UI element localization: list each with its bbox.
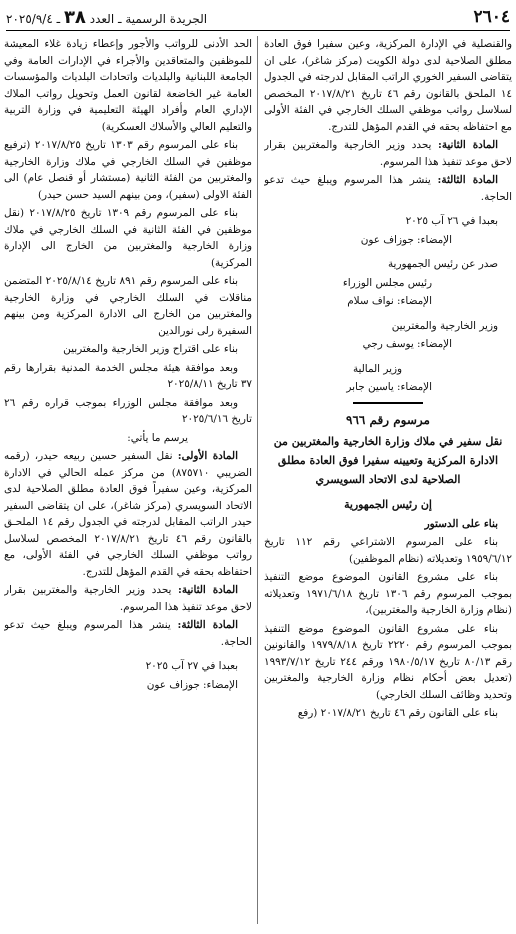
article-label: المادة الثالثة: <box>437 174 498 186</box>
issued-by: صدر عن رئيس الجمهورية <box>387 258 498 270</box>
issue-number: ٣٨ <box>63 6 86 28</box>
article-three <box>4 617 252 650</box>
decrees-heading: يرسم ما يأتي: <box>127 431 188 444</box>
date-line: بعبدا في ٢٦ آب ٢٠٢٥ <box>405 215 498 227</box>
legal-basis: بناء على مشروع القانون الموضوع موضع التنفيذ بموجب المرسوم رقم ٢٢٢٠ تاريخ ١٩٧٩/٨/١٨ والقانونين رقم ٨٠/١٣ تاريخ ١٩٨٠/٥/١٧ ورقم ٢٤٤ تاريخ ١٩٩٣/٧/١٢ (تعديل بعض أحكام نظام وزارة الخارجية والمغتربين وتحديد وظائف السلك الخارجي) <box>264 622 512 701</box>
article-two <box>264 137 512 170</box>
decree-title: مرسوم رقم ٩٦٦ <box>346 412 430 427</box>
fm-title: وزير الخارجية والمغتربين <box>391 319 498 332</box>
legal-basis: بناء على المرسوم رقم ٨٩١ تاريخ ٢٠٢٥/٨/١٤ المتضمن مناقلات في السلك الخارجي في وزارة الخارجية والمغتربين من الخارج الى الادارة المركزية ومن بينهم السفيرة رلى نورالدين <box>4 275 252 337</box>
article-text: ينشر هذا المرسوم ويبلغ حيث تدعو الحاجة. <box>4 619 252 648</box>
article-text: ينشر هذا المرسوم ويبلغ حيث تدعو الحاجة. <box>264 174 512 203</box>
constitution-basis: بناء على الدستور <box>424 517 498 530</box>
president-heading: إن رئيس الجمهورية <box>344 498 432 511</box>
page-header <box>6 4 510 31</box>
legal-basis: بناء على مشروع القانون الموضوع موضع التنفيذ بموجب المرسوم رقم ١٣٠٦ تاريخ ١٩٧١/٦/١٨ وتعديلاته (نظام وزارة الخارجية والمغتربين)، <box>264 571 512 616</box>
gazette-name: الجريدة الرسمية ـ العدد <box>89 11 208 26</box>
article-text: يحدد وزير الخارجية والمغتربين بقرار لاحق موعد تنفيذ هذا المرسوم. <box>4 584 252 613</box>
pm-signature: الإمضاء: نواف سلام <box>347 295 432 307</box>
article-three <box>264 172 512 205</box>
fin-signature: الإمضاء: ياسين جابر <box>346 381 432 393</box>
legal-basis: بناء على المرسوم رقم ١٣٠٣ تاريخ ٢٠١٧/٨/٢٥ (ترفيع موظفين في السلك الخارجي في ملاك وزارة الخارجية والمغتربين من الفئة الثانية (مستشار أو قنصل عام) الى الفئة الاولى (سفير)، ومن بينهم السيد حسن حيدر) <box>4 139 252 201</box>
legal-basis: بناء على المرسوم رقم ١٣٠٩ تاريخ ٢٠١٧/٨/٢٥ (نقل موظفين في الفئة الثانية في السلك الخارجي في ملاك وزارة الخارجية والمغتربين من الخارج الى الإدارة المركزية) <box>4 207 252 269</box>
left-column <box>4 36 252 930</box>
article-label: المادة الثانية: <box>178 584 238 596</box>
president-signature: الإمضاء: جوزاف عون <box>360 233 452 246</box>
fin-title: وزير المالية <box>352 362 402 375</box>
legal-basis: بناء على اقتراح وزير الخارجية والمغتربين <box>63 343 238 355</box>
article-label: المادة الأولى: <box>177 450 238 462</box>
article-label: المادة الثانية: <box>438 139 498 151</box>
article-text: نقل السفير حسين ربيعه حيدر، (رقمه الضريبي ٨٧٥٧١٠) من مركز عمله الحالي في الادارة المركزية، وعين سفيراً فوق العادة مطلق الصلاحية لدى الاتحاد السويسري (مركز شاغر)، على ان يتقاضى السفير حيدر الراتب المقابل لدرجته في الجدول رقم ١٤ الملحـق بالقانون رقم ٤٦ تاريخ ٢٠١٧/٨/٢١ المخصص لسلاسل رواتب موظفي السلك الخارجي في الفئة الأولى، مع احتفاظه بحقه في القدم المؤهل للتدرج. <box>4 450 252 578</box>
article-label: المادة الثالثة: <box>177 619 238 631</box>
legal-basis: وبعد موافقة مجلس الوزراء بموجب قراره رقم ٢٦ تاريخ ٢٠٢٥/٦/١٦ <box>4 396 252 425</box>
article-two <box>4 582 252 615</box>
article-text: يحدد وزير الخارجية والمغتربين بقرار لاحق موعد تنفيذ هذا المرسوم. <box>264 139 512 168</box>
legal-basis: بناء على المرسوم الاشتراعي رقم ١١٢ تاريخ ١٩٥٩/٦/١٢ وتعديلاته (نظام الموظفين) <box>264 536 512 565</box>
right-column <box>264 36 512 930</box>
legal-basis: وبعد موافقة هيئة مجلس الخدمة المدنية بقرارها رقم ٣٧ تاريخ ٢٠٢٥/٨/١١ <box>4 361 252 390</box>
gazette-title <box>6 7 207 28</box>
previous-decree-continuation: والقنصلية في الإدارة المركزية، وعين سفيرا فوق العادة مطلق الصلاحية لدى دولة الكويت (مركز شاغر)، على ان يتقاضى السفير الخوري الراتب المقابل لدرجته في الجدول ١٤ الملحق بالقانون رقم ٤٦ تاريخ ٢٠١٧/٨/٢١ المخصص لسلاسل رواتب موظفي السلك الخارجي في الفئة الأولى مع احتفاظه بحقه في القدم المؤهل للتدرج. <box>264 38 512 133</box>
decree-subtitle: نقل سفير في ملاك وزارة الخارجية والمغتربين من الادارة المركزية وتعيينه سفيرا فوق العادة مطلق الصلاحية لدى الاتحاد السويسري <box>273 435 503 486</box>
pm-title: رئيس مجلس الوزراء <box>342 276 432 289</box>
issue-date: ـ ٢٠٢٥/٩/٤ <box>6 11 61 26</box>
fm-signature: الإمضاء: يوسف رجي <box>362 338 452 350</box>
page-body <box>4 36 512 930</box>
legal-basis: بناء على القانون رقم ٤٦ تاريخ ٢٠١٧/٨/٢١ (رفع <box>297 707 498 719</box>
law-continuation: الحد الأدنى للرواتب والأجور وإعطاء زيادة غلاء المعيشة للموظفين والمتعاقدين والأجراء في الإدارات العامة وفي الجامعة اللبنانية والبلديات واتحادات البلديات والمؤسسات العامة غير الخاضعة لقانون العمل وتحويل رواتب الملاك الإداري العام وأفراد الهيئة التعليمية في وزارة التربية والتعليم العالي والأسلاك العسكرية) <box>4 38 252 133</box>
president-signature: الإمضاء: جوزاف عون <box>146 678 238 691</box>
page-number: ٢٦٠٤ <box>473 7 510 27</box>
date-line: بعبدا في ٢٧ آب ٢٠٢٥ <box>145 660 238 672</box>
article-one <box>4 448 252 580</box>
separator-line <box>353 402 423 404</box>
